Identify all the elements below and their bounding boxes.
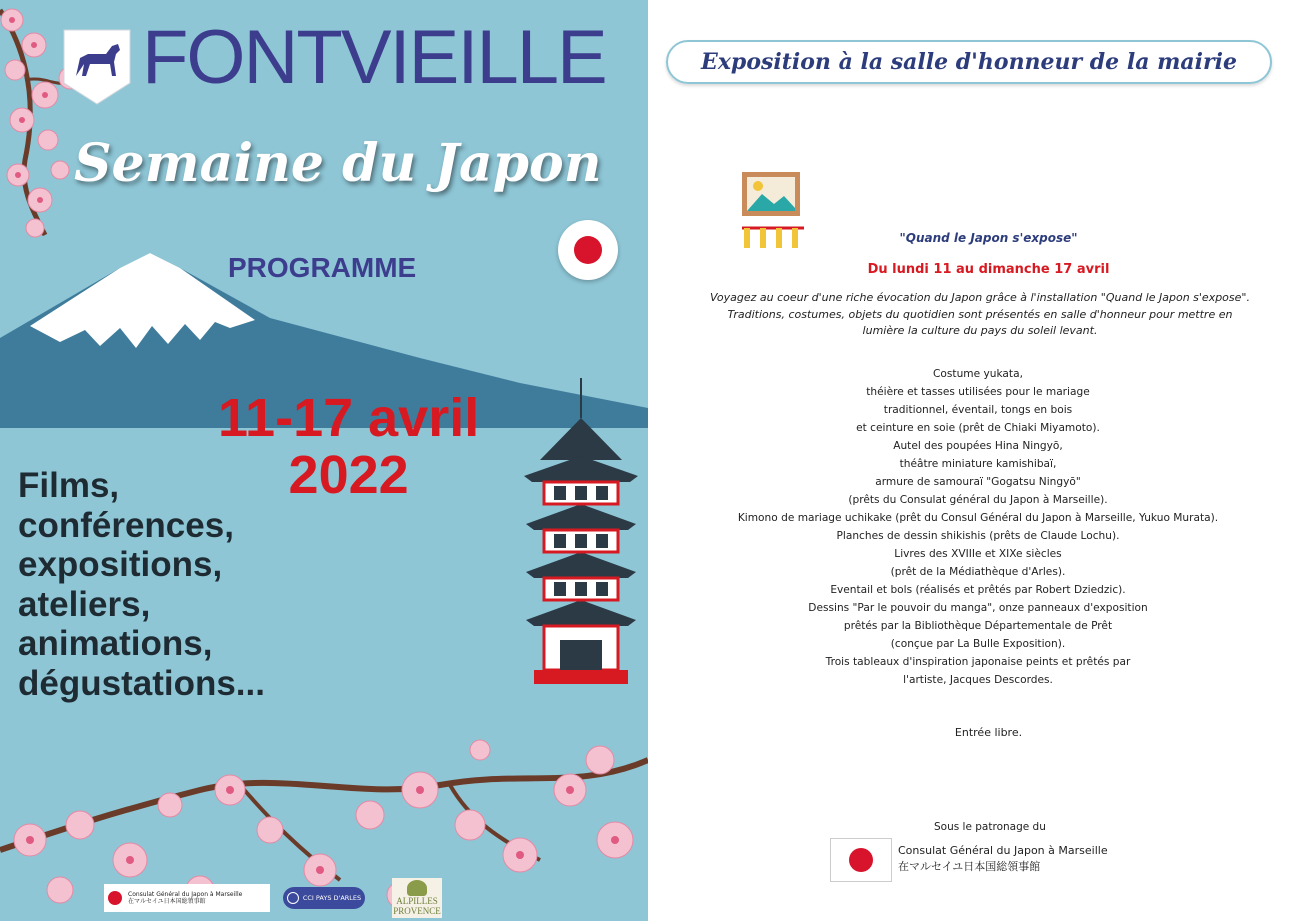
consulat-logo-jp: 在マルセイユ日本国総領事館 [128,898,206,905]
exhibition-dates: Du lundi 11 au dimanche 17 avril [867,262,1110,277]
activities-list [18,466,265,703]
loan-line: Trois tableaux d'inspiration japonaise peints et prêtés par [825,656,1131,668]
town-name: FONTVIEILLE [142,15,606,100]
tree-icon [407,880,427,896]
exhibition-intro: Voyagez au coeur d'une riche évocation du Japon grâce à l'installation "Quand le Japon s'expose". Traditions, costumes, objets du quotidien sont présentés en salle d'honneur pour mettre en lumière la culture du pays du soleil levant. [710,291,1250,337]
loans-list [688,365,1268,689]
activity-item: dégustations... [18,663,265,703]
activity-item: ateliers, [18,584,151,624]
loan-line: armure de samouraï "Gogatsu Ningyō" [875,476,1081,488]
loan-line: (conçue par La Bulle Exposition). [890,638,1066,650]
consulat-logo-fr: Consulat Général du Japon à Marseille [128,890,243,898]
cci-circle-icon [287,892,299,904]
loan-line: Livres des XVIIIe et XIXe siècles [894,548,1062,560]
pagoda-icon [520,378,642,688]
activity-item: conférences, [18,505,234,545]
fontvieille-crest-icon [62,28,132,106]
consulat-logo [104,884,270,912]
exposition-banner: Exposition à la salle d'honneur de la mairie [666,40,1272,84]
activity-item: expositions, [18,545,223,585]
exposition-panel [648,0,1289,921]
patronage-name-fr: Consulat Général du Japon à Marseille [898,844,1108,857]
loan-line: l'artiste, Jacques Descordes. [903,674,1053,686]
loan-line: Planches de dessin shikishis (prêts de Claude Lochu). [836,530,1120,542]
japan-flag-icon [108,891,122,905]
loan-line: théâtre miniature kamishibaï, [899,458,1057,470]
patronage-name [898,843,1108,875]
loan-line: (prêt de la Médiathèque d'Arles). [890,566,1066,578]
exhibition-title: "Quand le Japon s'expose" [899,231,1078,245]
loan-line: et ceinture en soie (prêt de Chiaki Miyamoto). [856,422,1100,434]
dates-line-1: 11-17 avril [218,388,480,448]
dates-line-2: 2022 [288,444,409,505]
activity-item: animations, [18,624,213,664]
event-title: Semaine du Japon [74,133,602,194]
japan-flag-icon [830,838,892,882]
alpilles-line-2: PROVENCE [393,906,441,916]
activity-item: Films, [18,466,120,505]
loan-line: traditionnel, éventail, tongs en bois [883,404,1073,416]
loan-line: prêtés par la Bibliothèque Départementale de Prêt [843,620,1113,632]
loan-line: Autel des poupées Hina Ningyō, [893,440,1063,452]
cci-logo-text: CCI PAYS D'ARLES [302,894,362,902]
alpilles-logo [392,878,442,918]
programme-heading: PROGRAMME [228,252,417,283]
loan-line: Eventail et bols (réalisés et prêtés par Robert Dziedzic). [830,584,1126,596]
loan-line: Kimono de mariage uchikake (prêt du Consul Général du Japon à Marseille, Yukuo Murata). [737,512,1219,524]
loan-line: (prêts du Consulat général du Japon à Marseille). [848,494,1108,506]
cci-logo [283,887,365,909]
loan-line: Dessins "Par le pouvoir du manga", onze panneaux d'exposition [808,602,1148,614]
loan-line: Costume yukata, [933,368,1023,380]
patronage-name-jp: 在マルセイユ日本国総領事館 [898,859,1041,873]
loan-line: théière et tasses utilisées pour le mariage [866,386,1090,398]
alpilles-line-1: ALPILLES [396,896,438,906]
entry-note: Entrée libre. [954,726,1023,739]
patronage-label: Sous le patronage du [934,821,1046,833]
